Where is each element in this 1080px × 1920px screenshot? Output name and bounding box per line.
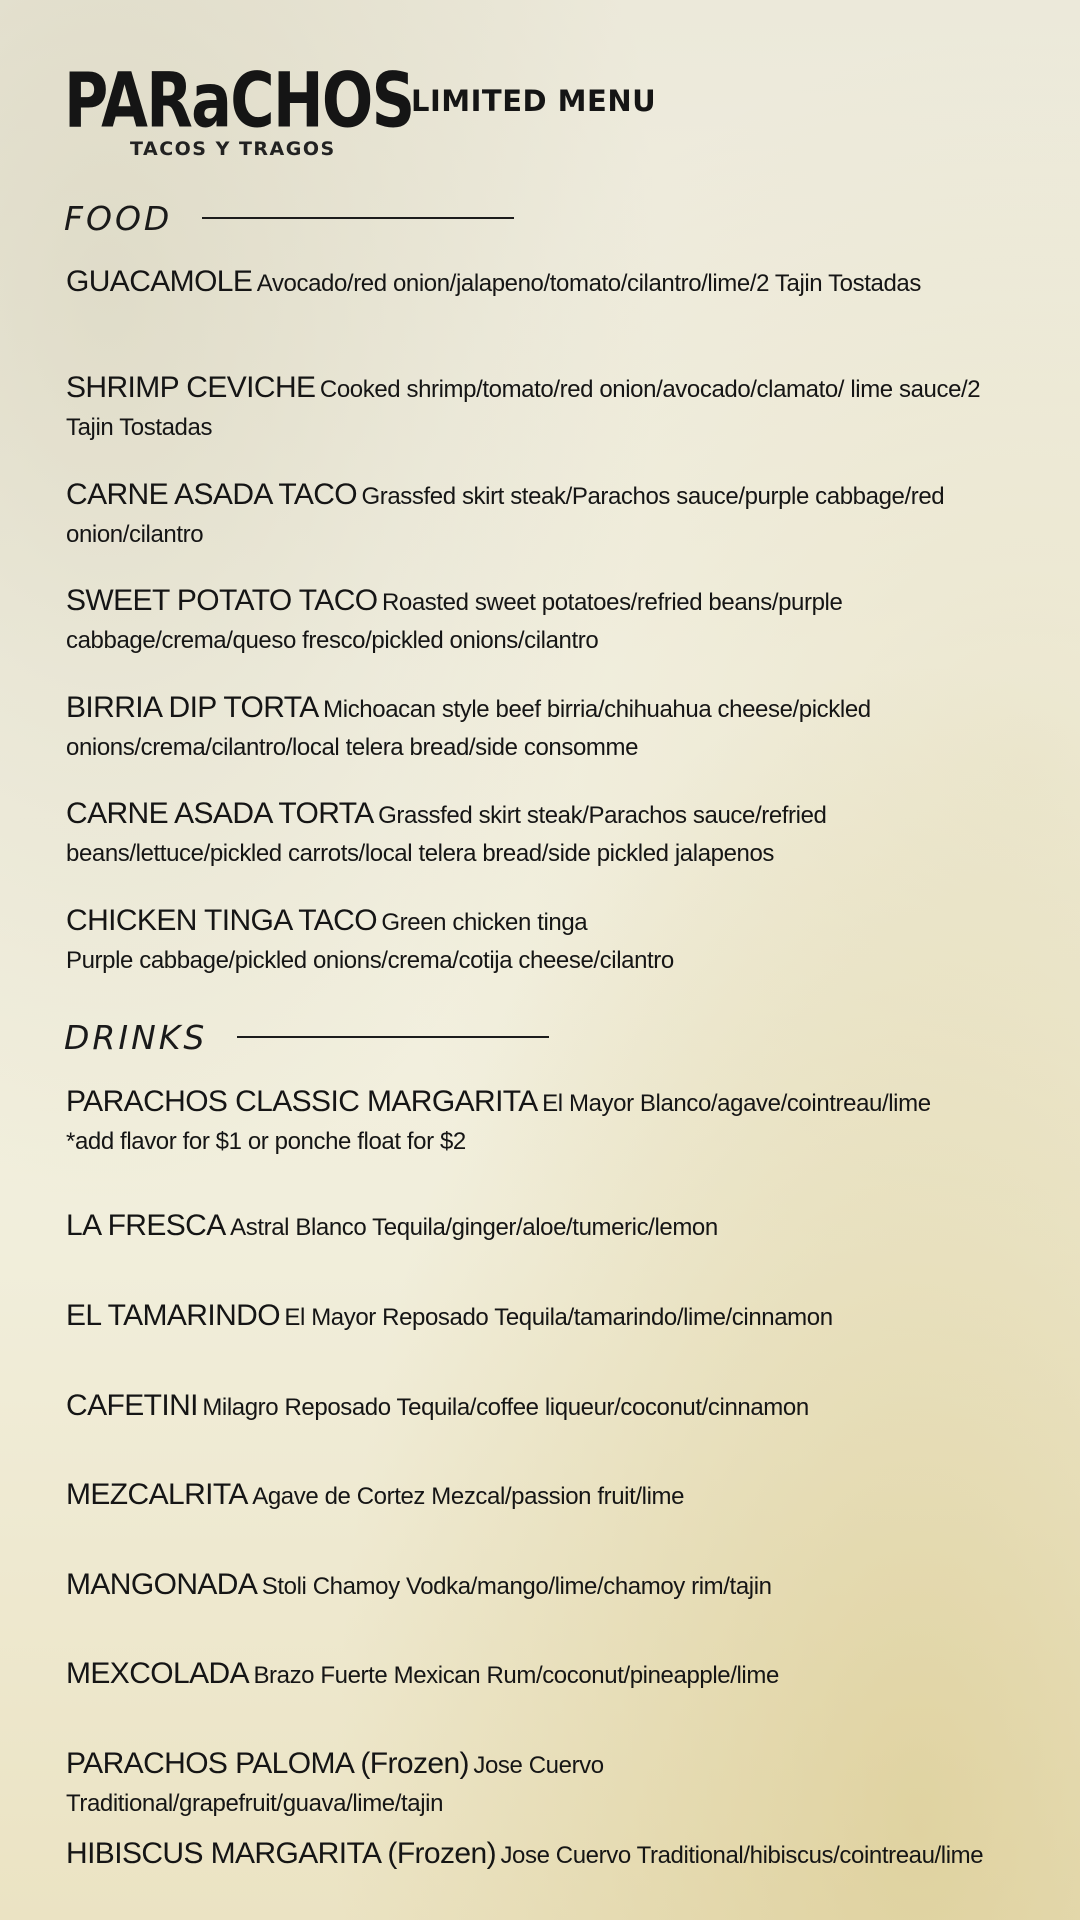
item-description: Grassfed skirt steak/Parachos sauce/purple cabbage/red onion/cilantro (66, 483, 945, 548)
item-description: Cooked shrimp/tomato/red onion/avocado/clamato/ lime sauce/2 Tajin Tostadas (66, 376, 981, 441)
section-divider (202, 217, 514, 219)
menu-item-guacamole (66, 264, 986, 304)
item-description: Jose Cuervo Traditional/grapefruit/guava/lime/tajin (66, 1752, 604, 1817)
item-description: Grassfed skirt steak/Parachos sauce/refried beans/lettuce/pickled carrots/local telera bread/side pickled jalapenos (66, 802, 827, 867)
section-drinks-label: DRINKS (64, 1017, 208, 1057)
menu-item-cafetini (66, 1388, 986, 1428)
item-name: CAFETINI (66, 1389, 198, 1422)
section-drinks-heading (64, 1015, 549, 1059)
menu-item-sweet-potato-taco (66, 583, 986, 661)
item-name: MEXCOLADA (66, 1657, 249, 1690)
item-name: SHRIMP CEVICHE (66, 371, 316, 404)
menu-item-birria-dip-torta (66, 690, 986, 768)
item-description: Avocado/red onion/jalapeno/tomato/cilantro/lime/2 Tajin Tostadas (256, 270, 921, 297)
item-name: MANGONADA (66, 1568, 258, 1601)
menu-item-parachos-classic-margarita (66, 1084, 986, 1159)
menu-item-chicken-tinga-taco (66, 903, 986, 978)
section-food-label: FOOD (64, 198, 173, 238)
item-description: Milagro Reposado Tequila/coffee liqueur/coconut/cinnamon (202, 1394, 809, 1421)
menu-item-parachos-paloma (66, 1746, 986, 1824)
menu-item-mezcalrita (66, 1477, 986, 1517)
item-description: El Mayor Reposado Tequila/tamarindo/lime/cinnamon (284, 1304, 833, 1331)
item-name: BIRRIA DIP TORTA (66, 691, 319, 724)
item-name: CARNE ASADA TORTA (66, 797, 374, 830)
item-description: El Mayor Blanco/agave/cointreau/lime (542, 1090, 931, 1117)
item-name: MEZCALRITA (66, 1478, 248, 1511)
item-description: Astral Blanco Tequila/ginger/aloe/tumeric/lemon (230, 1214, 718, 1241)
section-divider (237, 1036, 549, 1038)
item-name: PARACHOS CLASSIC MARGARITA (66, 1085, 538, 1118)
item-name: HIBISCUS MARGARITA (Frozen) (66, 1837, 496, 1870)
item-description: Roasted sweet potatoes/refried beans/purple cabbage/crema/queso fresco/pickled onions/cilantro (66, 589, 843, 654)
item-note: Purple cabbage/pickled onions/crema/cotija cheese/cilantro (66, 947, 674, 974)
menu-item-el-tamarindo (66, 1298, 986, 1338)
item-name: GUACAMOLE (66, 265, 253, 298)
logo-tagline: TACOS Y TRAGOS (130, 138, 336, 160)
item-description: Brazo Fuerte Mexican Rum/coconut/pineapple/lime (253, 1662, 779, 1689)
item-note: *add flavor for $1 or ponche float for $2 (66, 1128, 466, 1155)
menu-item-mexcolada (66, 1656, 986, 1696)
menu-item-la-fresca (66, 1208, 986, 1248)
item-description: Michoacan style beef birria/chihuahua cheese/pickled onions/crema/cilantro/local telera bread/side consomme (66, 696, 871, 761)
menu-item-carne-asada-taco (66, 477, 986, 555)
menu-header (64, 56, 764, 172)
logo-wordmark: PARaCHOS (64, 56, 414, 145)
menu-item-mangonada (66, 1567, 986, 1607)
item-name: CARNE ASADA TACO (66, 478, 358, 511)
page-title: LIMITED MENU (411, 84, 657, 118)
item-name: EL TAMARINDO (66, 1299, 280, 1332)
item-description: Stoli Chamoy Vodka/mango/lime/chamoy rim/tajin (261, 1573, 772, 1600)
item-description: Agave de Cortez Mezcal/passion fruit/lime (252, 1483, 685, 1510)
item-name: LA FRESCA (66, 1209, 226, 1242)
section-food-heading (64, 196, 514, 240)
parachos-logo (64, 56, 414, 162)
item-name: PARACHOS PALOMA (Frozen) (66, 1747, 469, 1780)
item-description: Jose Cuervo Traditional/hibiscus/cointreau/lime (500, 1842, 984, 1869)
menu-item-carne-asada-torta (66, 796, 986, 874)
item-name: CHICKEN TINGA TACO (66, 904, 377, 937)
item-name: SWEET POTATO TACO (66, 584, 378, 617)
menu-item-hibiscus-margarita (66, 1836, 986, 1876)
item-description: Green chicken tinga (381, 909, 588, 936)
menu-item-shrimp-ceviche (66, 370, 986, 448)
